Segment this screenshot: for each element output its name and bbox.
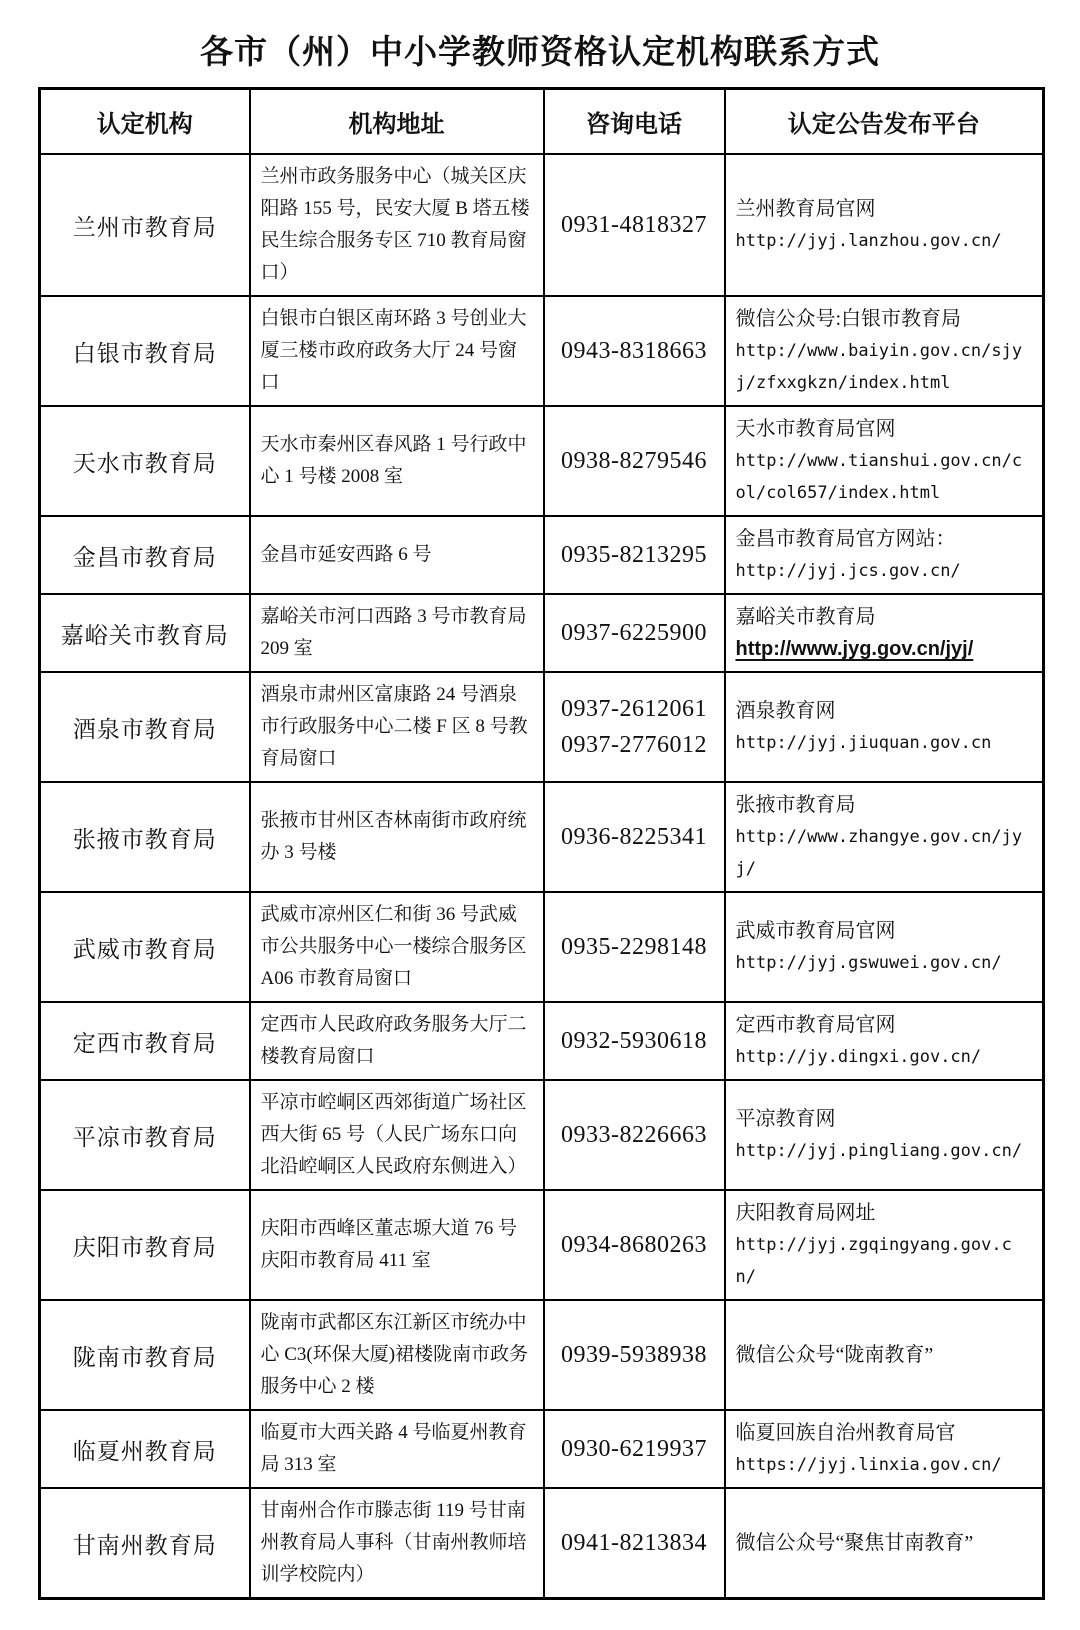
org-name: 平凉市教育局	[40, 1080, 250, 1190]
platform-label: 金昌市教育局官方网站：	[735, 528, 956, 550]
platform-url: http://www.baiyin.gov.cn/sjyj/zfxxgkzn/index.html	[735, 341, 1023, 393]
platform-url: http://jyj.zgqingyang.gov.cn/	[735, 1235, 1012, 1287]
table-row	[40, 1190, 1044, 1300]
org-address: 武威市凉州区仁和街 36 号武威市公共服务中心一楼综合服务区 A06 市教育局窗口	[250, 892, 544, 1002]
platform-label: 嘉峪关市教育局	[735, 606, 876, 628]
contact-table	[38, 87, 1045, 1600]
org-name: 兰州市教育局	[40, 154, 250, 296]
header-org: 认定机构	[40, 89, 250, 155]
table-row	[40, 594, 1044, 672]
phone-cell	[544, 1080, 725, 1190]
phone-number: 0937-6225900	[561, 620, 707, 646]
phone-number: 0933-8226663	[561, 1122, 707, 1148]
org-name: 武威市教育局	[40, 892, 250, 1002]
table-row	[40, 892, 1044, 1002]
header-row	[40, 89, 1044, 155]
platform-label: 天水市教育局官网	[735, 418, 896, 440]
org-address: 天水市秦州区春风路 1 号行政中心 1 号楼 2008 室	[250, 406, 544, 516]
platform-label: 临夏回族自治州教育局官	[735, 1422, 956, 1444]
header-platform: 认定公告发布平台	[725, 89, 1044, 155]
phone-cell	[544, 296, 725, 406]
header-phone: 咨询电话	[544, 89, 725, 155]
platform-url: http://jyj.jcs.gov.cn/	[735, 561, 961, 581]
org-address: 临夏市大西关路 4 号临夏州教育局 313 室	[250, 1410, 544, 1488]
phone-cell	[544, 672, 725, 782]
platform-cell	[725, 672, 1044, 782]
platform-url: http://www.tianshui.gov.cn/col/col657/index.html	[735, 451, 1023, 503]
phone-number: 0937-2776012	[561, 732, 707, 758]
platform-cell	[725, 406, 1044, 516]
phone-number: 0936-8225341	[561, 824, 707, 850]
org-name: 庆阳市教育局	[40, 1190, 250, 1300]
org-address: 甘南州合作市滕志街 119 号甘南州教育局人事科（甘南州教师培训学校院内）	[250, 1488, 544, 1599]
platform-url: http://jyj.pingliang.gov.cn/	[735, 1141, 1023, 1161]
phone-cell	[544, 406, 725, 516]
phone-cell	[544, 516, 725, 594]
table-row	[40, 1080, 1044, 1190]
phone-number: 0939-5938938	[561, 1342, 707, 1368]
phone-cell	[544, 594, 725, 672]
org-address: 张掖市甘州区杏林南街市政府统办 3 号楼	[250, 782, 544, 892]
platform-cell	[725, 1488, 1044, 1599]
platform-url: http://jyj.lanzhou.gov.cn/	[735, 231, 1002, 251]
phone-number: 0938-8279546	[561, 448, 707, 474]
page-title: 各市（州）中小学教师资格认定机构联系方式	[200, 33, 880, 70]
platform-label: 平凉教育网	[735, 1108, 836, 1130]
org-address: 金昌市延安西路 6 号	[250, 516, 544, 594]
phone-cell	[544, 782, 725, 892]
header-address: 机构地址	[250, 89, 544, 155]
phone-number: 0930-6219937	[561, 1436, 707, 1462]
platform-cell	[725, 594, 1044, 672]
org-name: 白银市教育局	[40, 296, 250, 406]
platform-cell	[725, 154, 1044, 296]
phone-cell	[544, 1410, 725, 1488]
org-address: 酒泉市肃州区富康路 24 号酒泉市行政服务中心二楼 F 区 8 号教育局窗口	[250, 672, 544, 782]
table-row	[40, 1002, 1044, 1080]
platform-cell	[725, 1080, 1044, 1190]
phone-number: 0943-8318663	[561, 338, 707, 364]
platform-label: 微信公众号“陇南教育”	[735, 1344, 934, 1366]
platform-label: 庆阳教育局网址	[735, 1202, 876, 1224]
org-name: 定西市教育局	[40, 1002, 250, 1080]
platform-label: 张掖市教育局	[735, 794, 856, 816]
platform-cell	[725, 296, 1044, 406]
platform-cell	[725, 516, 1044, 594]
org-address: 陇南市武都区东江新区市统办中心 C3(环保大厦)裙楼陇南市政务服务中心 2 楼	[250, 1300, 544, 1410]
platform-cell	[725, 892, 1044, 1002]
org-address: 嘉峪关市河口西路 3 号市教育局 209 室	[250, 594, 544, 672]
platform-url[interactable]: http://www.jyg.gov.cn/jyj/	[735, 638, 974, 660]
phone-cell	[544, 154, 725, 296]
org-address: 白银市白银区南环路 3 号创业大厦三楼市政府政务大厅 24 号窗口	[250, 296, 544, 406]
platform-label: 微信公众号“聚焦甘南教育”	[735, 1532, 974, 1554]
org-name: 临夏州教育局	[40, 1410, 250, 1488]
platform-label: 酒泉教育网	[735, 700, 836, 722]
table-row	[40, 406, 1044, 516]
table-row	[40, 516, 1044, 594]
org-address: 庆阳市西峰区董志塬大道 76 号庆阳市教育局 411 室	[250, 1190, 544, 1300]
phone-cell	[544, 1300, 725, 1410]
platform-cell	[725, 1410, 1044, 1488]
phone-cell	[544, 1488, 725, 1599]
phone-number: 0935-2298148	[561, 934, 707, 960]
platform-url: http://www.zhangye.gov.cn/jyj/	[735, 827, 1023, 879]
platform-url: http://jyj.gswuwei.gov.cn/	[735, 953, 1002, 973]
phone-number: 0941-8213834	[561, 1530, 707, 1556]
org-name: 嘉峪关市教育局	[40, 594, 250, 672]
platform-url: http://jy.dingxi.gov.cn/	[735, 1047, 982, 1067]
org-address: 兰州市政务服务中心（城关区庆阳路 155 号，民安大厦 B 塔五楼民生综合服务专区 710 教育局窗口）	[250, 154, 544, 296]
phone-number: 0935-8213295	[561, 542, 707, 568]
phone-number: 0931-4818327	[561, 212, 707, 238]
org-name: 酒泉市教育局	[40, 672, 250, 782]
org-name: 金昌市教育局	[40, 516, 250, 594]
platform-cell	[725, 782, 1044, 892]
table-row	[40, 296, 1044, 406]
org-name: 张掖市教育局	[40, 782, 250, 892]
table-row	[40, 1488, 1044, 1599]
platform-cell	[725, 1190, 1044, 1300]
table-row	[40, 672, 1044, 782]
phone-cell	[544, 1190, 725, 1300]
platform-label: 武威市教育局官网	[735, 920, 896, 942]
platform-url: https://jyj.linxia.gov.cn/	[735, 1455, 1002, 1475]
platform-label: 定西市教育局官网	[735, 1014, 896, 1036]
org-name: 甘南州教育局	[40, 1488, 250, 1599]
platform-cell	[725, 1300, 1044, 1410]
table-row	[40, 1300, 1044, 1410]
platform-url: http://jyj.jiuquan.gov.cn	[735, 733, 992, 753]
phone-number: 0934-8680263	[561, 1232, 707, 1258]
platform-label: 微信公众号:白银市教育局	[735, 308, 962, 330]
org-name: 天水市教育局	[40, 406, 250, 516]
org-address: 平凉市崆峒区西郊街道广场社区西大街 65 号（人民广场东口向北沿崆峒区人民政府东侧进入）	[250, 1080, 544, 1190]
table-row	[40, 782, 1044, 892]
table-row	[40, 1410, 1044, 1488]
table-row	[40, 154, 1044, 296]
org-address: 定西市人民政府政务服务大厅二楼教育局窗口	[250, 1002, 544, 1080]
table-body	[40, 154, 1044, 1599]
phone-cell	[544, 1002, 725, 1080]
platform-label: 兰州教育局官网	[735, 198, 876, 220]
phone-number: 0932-5930618	[561, 1028, 707, 1054]
platform-cell	[725, 1002, 1044, 1080]
org-name: 陇南市教育局	[40, 1300, 250, 1410]
phone-cell	[544, 892, 725, 1002]
phone-number: 0937-2612061	[561, 696, 707, 722]
